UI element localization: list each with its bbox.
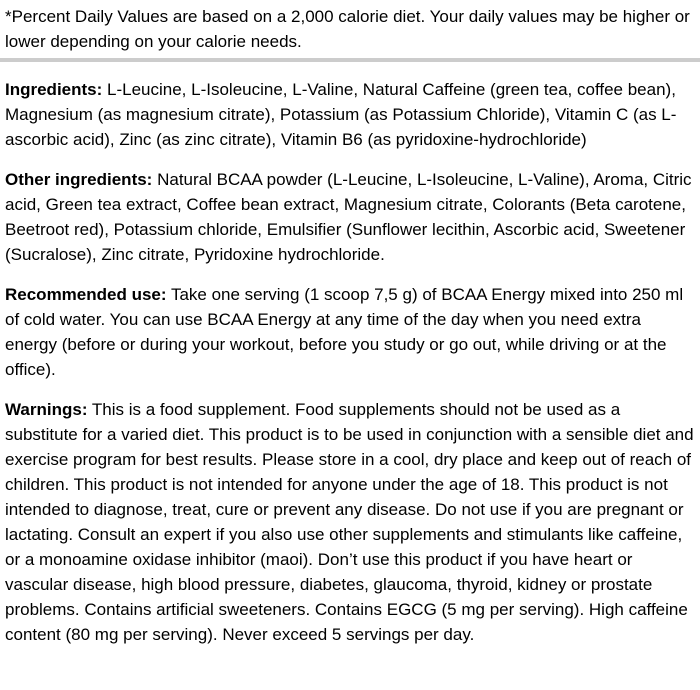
ingredients-label: Ingredients:	[5, 80, 103, 99]
other-ingredients-text: Natural BCAA powder (L-Leucine, L-Isoleucine, L-Valine), Aroma, Citric acid, Green tea extract, Coffee bean extract, Magnesium citrate, Colorants (Beta carotene, Beetroot red), Potassium chloride, Emulsifier (Sunflower lecithin, Ascorbic acid, Sweetener (Sucralose), Zinc citrate, Pyridoxine hydrochloride.	[5, 170, 692, 264]
ingredients-text: L-Leucine, L-Isoleucine, L-Valine, Natural Caffeine (green tea, coffee bean), Magnesium (as magnesium citrate), Potassium (as Potassium Chloride), Vitamin C (as L-ascorbic acid), Zinc (as zinc citrate), Vitamin B6 (as pyridoxine-hydrochloride)	[5, 80, 677, 149]
daily-values-footnote: *Percent Daily Values are based on a 2,000 calorie diet. Your daily values may be higher or lower depending on your calorie needs.	[5, 7, 690, 51]
warnings-paragraph	[5, 397, 695, 647]
ingredients-paragraph	[5, 77, 695, 152]
recommended-use-label: Recommended use:	[5, 285, 167, 304]
section-divider	[0, 58, 700, 62]
other-ingredients-paragraph	[5, 167, 695, 267]
warnings-label: Warnings:	[5, 400, 88, 419]
other-ingredients-label: Other ingredients:	[5, 170, 153, 189]
recommended-use-text: Take one serving (1 scoop 7,5 g) of BCAA Energy mixed into 250 ml of cold water. You can use BCAA Energy at any time of the day when you need extra energy (before or during your workout, before you study or go out, while driving or at the office).	[5, 285, 684, 379]
recommended-use-paragraph	[5, 282, 695, 382]
warnings-text: This is a food supplement. Food supplements should not be used as a substitute for a varied diet. This product is to be used in conjunction with a sensible diet and exercise program for best results. Please store in a cool, dry place and keep out of reach of children. This product is not intended for anyone under the age of 18. This product is not intended to diagnose, treat, cure or prevent any disease. Do not use if you are pregnant or lactating. Consult an expert if you also use other supplements and stimulants like caffeine, or a monoamine oxidase inhibitor (maoi). Don’t use this product if you have heart or vascular disease, high blood pressure, diabetes, glaucoma, thyroid, kidney or prostate problems. Contains artificial sweeteners. Contains EGCG (5 mg per serving). High caffeine content (80 mg per serving). Never exceed 5 servings per day.	[5, 400, 694, 644]
